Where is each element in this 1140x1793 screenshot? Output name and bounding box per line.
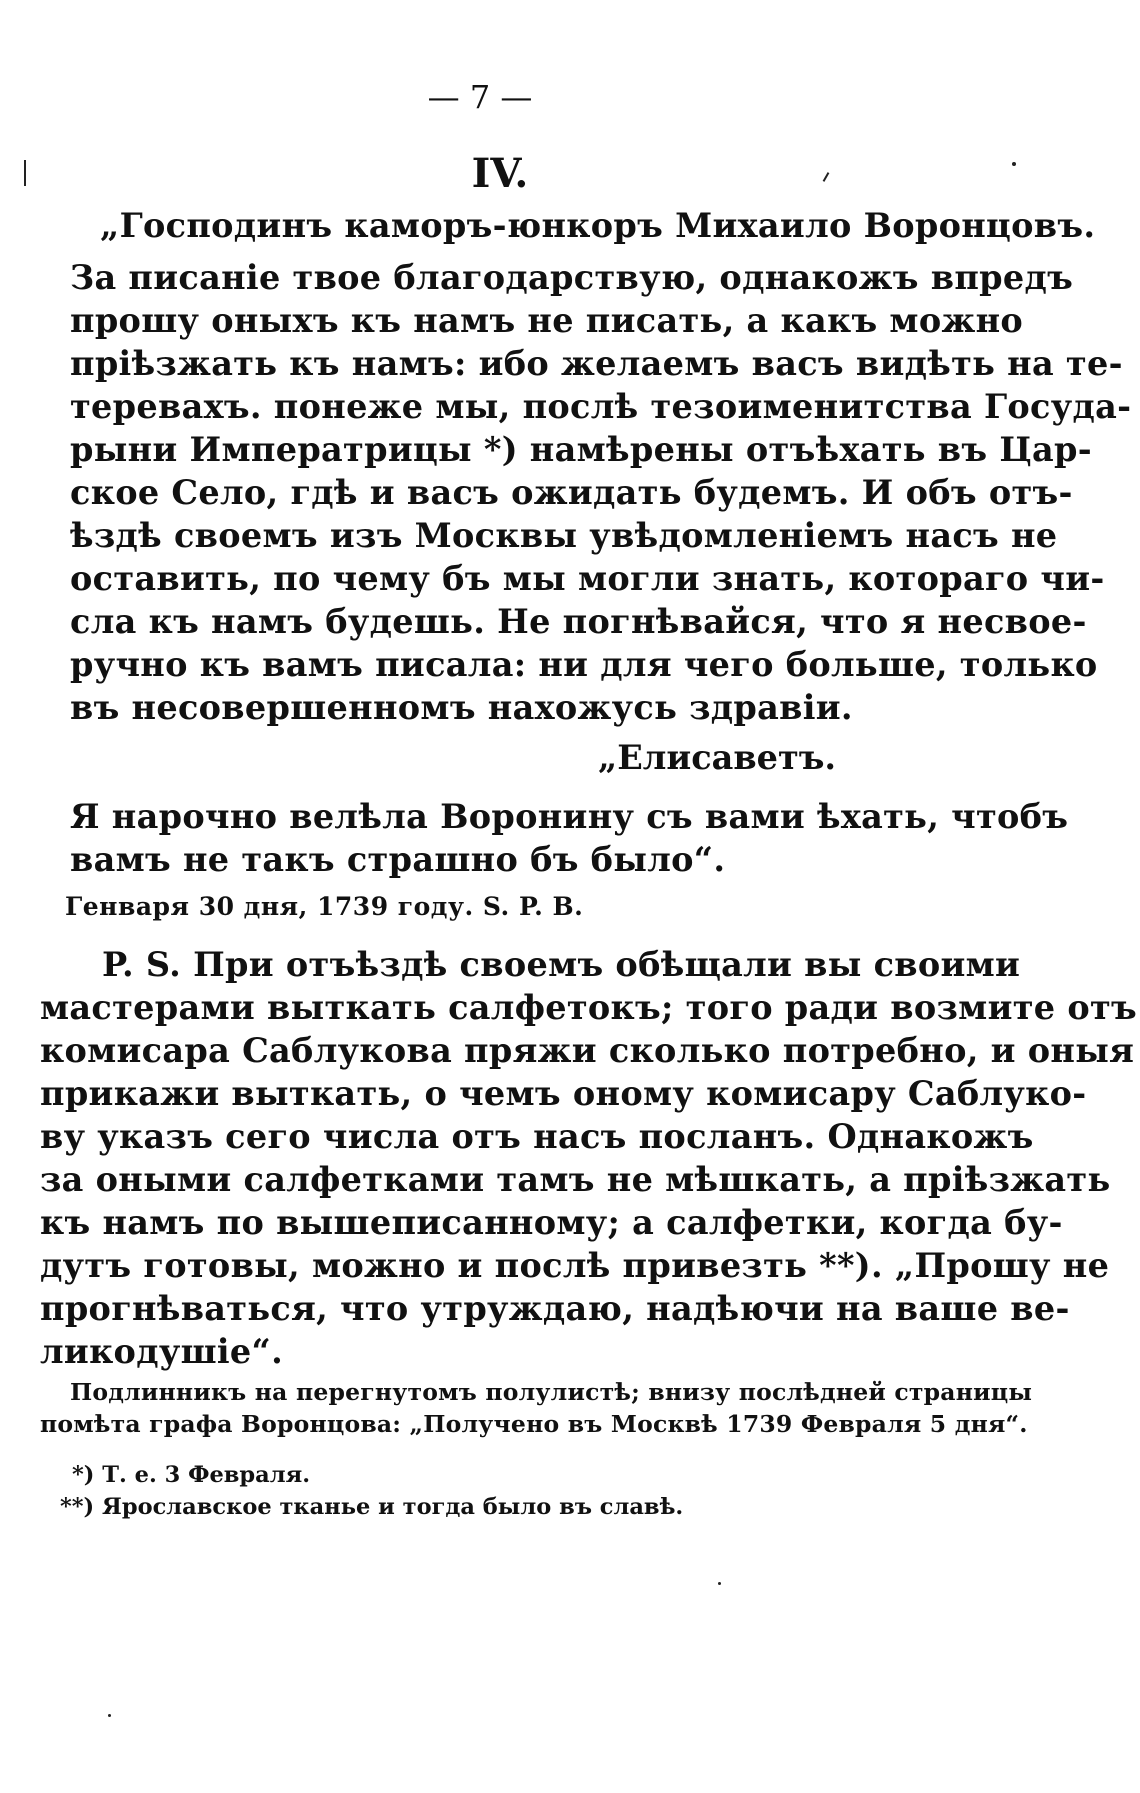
page-number: — 7 —: [427, 78, 533, 116]
scan-artifact: [1012, 162, 1016, 166]
letter-line: ручно къ вамъ писала: ни для чего больше, только: [70, 645, 1098, 684]
scan-artifact: [823, 172, 830, 182]
postscript-line: вамъ не такъ страшно бъ было“.: [70, 840, 726, 879]
footnote: *) Т. е. 3 Февраля.: [72, 1462, 311, 1488]
ps-line: P. S. При отъѣздѣ своемъ обѣщали вы своими: [102, 945, 1021, 984]
letter-line: пріѣзжать къ намъ: ибо желаемъ васъ видѣть на те-: [70, 344, 1123, 383]
scan-artifact: [24, 160, 26, 186]
letter-date: Генваря 30 дня, 1739 году. S. P. B.: [65, 892, 584, 921]
letter-line: въ несовершенномъ нахожусь здравіи.: [70, 688, 853, 727]
section-heading: IV.: [471, 150, 529, 197]
letter-line: теревахъ. понеже мы, послѣ тезоименитства Госуда-: [70, 387, 1132, 426]
letter-line: прошу оныхъ къ намъ не писать, а какъ можно: [70, 301, 1024, 340]
postscript-line: Я нарочно велѣла Воронину съ вами ѣхать, чтобъ: [70, 797, 1069, 836]
ps-line: комисара Саблукова пряжи сколько потребно, и оныя: [40, 1031, 1135, 1070]
ps-line: ликодушіе“.: [40, 1332, 284, 1371]
letter-line: За писаніе твое благодарствую, однакожъ впредъ: [70, 258, 1074, 297]
letter-line: оставить, по чему бъ мы могли знать, котораго чи-: [70, 559, 1105, 598]
ps-line: за оными салфетками тамъ не мѣшкать, а пріѣзжать: [40, 1160, 1111, 1199]
letter-line: ѣздѣ своемъ изъ Москвы увѣдомленіемъ насъ не: [70, 516, 1058, 555]
editorial-note-line: помѣта графа Воронцова: „Получено въ Москвѣ 1739 Февраля 5 дня“.: [40, 1410, 1028, 1438]
scan-artifact: [108, 1714, 111, 1717]
letter-line: сла къ намъ будешь. Не погнѣвайся, что я несвое-: [70, 602, 1087, 641]
ps-line: прикажи выткать, о чемъ оному комисару Саблуко-: [40, 1074, 1087, 1113]
ps-line: къ намъ по вышеписанному; а салфетки, когда бу-: [40, 1203, 1063, 1242]
ps-line: ву указъ сего числа отъ насъ посланъ. Однакожъ: [40, 1117, 1034, 1156]
letter-line: рыни Императрицы *) намѣрены отъѣхать въ Цар-: [70, 430, 1092, 469]
footnote: **) Ярославское тканье и тогда было въ славѣ.: [60, 1494, 684, 1520]
ps-line: прогнѣваться, что утруждаю, надѣючи на ваше ве-: [40, 1289, 1070, 1328]
letter-greeting: „Господинъ каморъ-юнкоръ Михаило Воронцовъ.: [100, 206, 1096, 245]
ps-line: мастерами выткать салфетокъ; того ради возмите отъ: [40, 988, 1138, 1027]
editorial-note-line: Подлинникъ на перегнутомъ полулистѣ; внизу послѣдней страницы: [70, 1378, 1033, 1406]
letter-signature: „Елисаветъ.: [598, 738, 837, 777]
ps-line: дутъ готовы, можно и послѣ привезть **). „Прошу не: [40, 1246, 1110, 1285]
scan-artifact: [718, 1582, 721, 1585]
letter-line: ское Село, гдѣ и васъ ожидать будемъ. И объ отъ-: [70, 473, 1073, 512]
